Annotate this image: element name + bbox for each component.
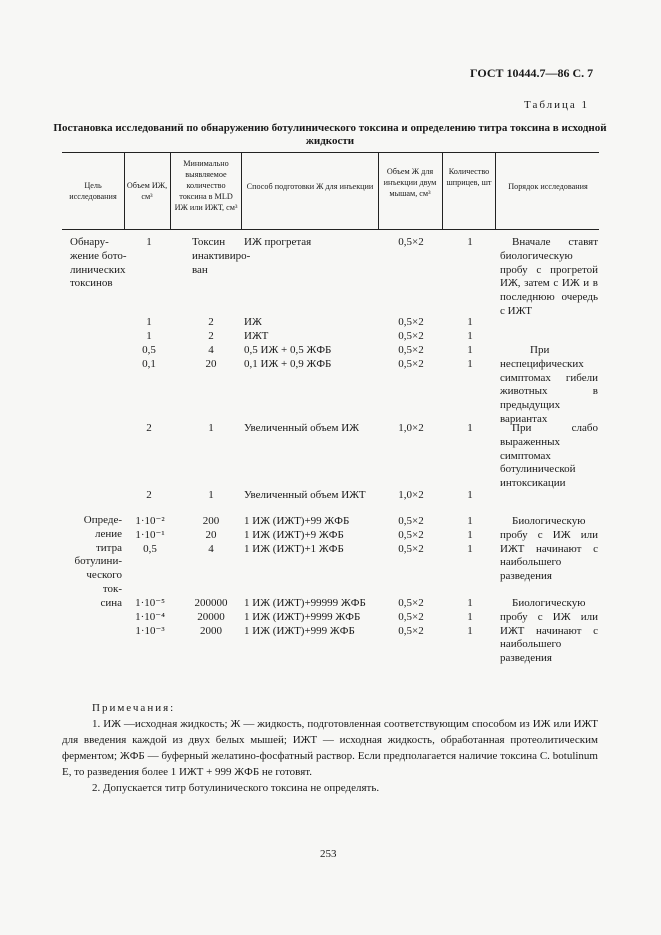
column-divider <box>442 152 443 230</box>
row-syringes: 1 <box>467 489 473 501</box>
purpose-titration: Опреде- ление титра ботулини- ческого ток- сина <box>74 514 122 609</box>
column-header-order: Порядок исследования <box>508 182 588 191</box>
row-volume: 0,5 <box>142 344 156 356</box>
row-method: 0,1 ИЖ + 0,9 ЖФБ <box>244 358 332 370</box>
row-method: ИЖ <box>244 316 262 328</box>
row-method: 1 ИЖ (ИЖТ)+1 ЖФБ <box>244 543 344 555</box>
page-number: 253 <box>320 848 337 860</box>
row-volume: 1·10⁻⁵ <box>135 597 165 609</box>
row-syringes: 1 <box>467 358 473 370</box>
row-min-toxin: 4 <box>208 543 214 555</box>
notes-heading: Примечания: <box>92 702 176 714</box>
row-method: ИЖ прогретая <box>244 236 312 248</box>
row-injection-volume: 0,5×2 <box>398 611 424 623</box>
row-method: 1 ИЖ (ИЖТ)+9 ЖФБ <box>244 529 344 541</box>
row-syringes: 1 <box>467 515 473 527</box>
table-title: Постановка исследований по обнаружению ботулинического токсина и определению титра токсина в исходной жидкости <box>53 122 607 147</box>
note-2: 2. Допускается титр ботулинического токсина не определять. <box>92 782 380 794</box>
order-text: Биологическую пробу с ИЖ или ИЖТ начинают с наибольшего разведения <box>500 597 598 665</box>
row-min-toxin: 1 <box>208 422 214 434</box>
row-min-toxin: 2 <box>208 316 214 328</box>
row-volume: 1·10⁻³ <box>135 625 165 637</box>
order-text: Вначале ставят биологическую пробу с прогретой ИЖ, затем с ИЖ и в последнюю очередь с ИЖТ <box>500 236 598 317</box>
row-injection-volume: 0,5×2 <box>398 529 424 541</box>
row-volume: 0,1 <box>142 358 156 370</box>
row-volume: 1 <box>146 316 152 328</box>
notes-section <box>62 700 598 796</box>
column-divider <box>241 152 242 230</box>
row-min-toxin: 2000 <box>200 625 222 637</box>
row-min-toxin: 2 <box>208 330 214 342</box>
row-method: 1 ИЖ (ИЖТ)+99 ЖФБ <box>244 515 350 527</box>
note-1: 1. ИЖ —исходная жидкость; Ж — жидкость, подготовленная соответствующим способом из ИЖ или ИЖТ для введения каждой из двух белых мышей; ИЖТ — исходная жидкость, обработанная протеолитическим ферментом; ЖФБ — буферный желатино-фосфатный раствор. Если предполагается наличие токсина C. botulinum E, то разведения более 1 ИЖТ + 999 ЖФБ не готовят. <box>62 718 598 778</box>
column-header-min-toxin: Минимально выявляемое количество токсина в MLD ИЖ или ИЖТ, см³ <box>174 159 238 212</box>
row-min-toxin: 200000 <box>194 597 228 609</box>
row-volume: 0,5 <box>143 543 157 555</box>
row-min-toxin: 20 <box>205 529 217 541</box>
row-syringes: 1 <box>467 344 473 356</box>
row-min-toxin: 200 <box>202 515 220 527</box>
row-injection-volume: 0,5×2 <box>398 515 424 527</box>
order-text: При неспецифических симптомах гибели животных в предыдущих вариантах <box>500 344 598 425</box>
table-number: Таблица 1 <box>524 99 590 111</box>
row-volume: 1 <box>146 236 152 248</box>
row-injection-volume: 0,5×2 <box>398 316 424 328</box>
column-divider <box>170 152 171 230</box>
row-method: 1 ИЖ (ИЖТ)+9999 ЖФБ <box>244 611 361 623</box>
row-injection-volume: 0,5×2 <box>398 330 424 342</box>
order-text: Биологическую пробу с ИЖ или ИЖТ начинают с наибольшего разведения <box>500 515 598 583</box>
row-syringes: 1 <box>467 543 473 555</box>
row-injection-volume: 0,5×2 <box>398 344 424 356</box>
row-volume: 1·10⁻² <box>135 515 165 527</box>
row-syringes: 1 <box>467 236 473 248</box>
row-min-toxin: 1 <box>208 489 214 501</box>
row-volume: 2 <box>146 422 152 434</box>
order-text: При слабо выраженных симптомах ботулинической интоксикации <box>500 422 598 490</box>
row-injection-volume: 0,5×2 <box>398 236 424 248</box>
column-header-injection-volume: Объем Ж для инъекции двум мышам, см³ <box>383 167 437 198</box>
row-method: 1 ИЖ (ИЖТ)+999 ЖФБ <box>244 625 355 637</box>
row-injection-volume: 0,5×2 <box>398 625 424 637</box>
row-method: 1 ИЖ (ИЖТ)+99999 ЖФБ <box>244 597 366 609</box>
document-reference: ГОСТ 10444.7—86 С. 7 <box>470 66 594 80</box>
row-min-toxin: Токсин инактивиро- ван <box>192 236 251 276</box>
row-syringes: 1 <box>467 529 473 541</box>
row-syringes: 1 <box>467 316 473 328</box>
purpose-detection: Обнару- жение бото- линических токсинов <box>70 236 127 290</box>
row-injection-volume: 0,5×2 <box>398 543 424 555</box>
row-syringes: 1 <box>467 611 473 623</box>
row-volume: 2 <box>146 489 152 501</box>
row-volume: 1 <box>146 330 152 342</box>
row-injection-volume: 0,5×2 <box>398 358 424 370</box>
row-min-toxin: 20000 <box>197 611 225 623</box>
row-method: Увеличенный объем ИЖ <box>244 422 360 434</box>
row-min-toxin: 20 <box>205 358 217 370</box>
row-syringes: 1 <box>467 625 473 637</box>
row-injection-volume: 0,5×2 <box>398 597 424 609</box>
row-method: ИЖТ <box>244 330 269 342</box>
row-syringes: 1 <box>467 422 473 434</box>
table-header-rule <box>62 229 599 230</box>
column-divider <box>495 152 496 230</box>
row-method: Увеличенный объем ИЖТ <box>244 489 366 501</box>
column-header-method: Способ подготовки Ж для инъекции <box>246 182 374 191</box>
column-header-volume: Объем ИЖ, см³ <box>126 181 168 201</box>
row-volume: 1·10⁻¹ <box>135 529 165 541</box>
column-header-purpose: Цель исследования <box>69 181 117 201</box>
row-syringes: 1 <box>467 330 473 342</box>
row-syringes: 1 <box>467 597 473 609</box>
row-min-toxin: 4 <box>208 344 214 356</box>
row-method: 0,5 ИЖ + 0,5 ЖФБ <box>244 344 332 356</box>
table-top-rule <box>62 152 599 153</box>
row-injection-volume: 1,0×2 <box>398 422 424 434</box>
row-volume: 1·10⁻⁴ <box>135 611 165 623</box>
row-injection-volume: 1,0×2 <box>398 489 424 501</box>
column-header-syringes: Количество шприцев, шт <box>446 167 492 187</box>
